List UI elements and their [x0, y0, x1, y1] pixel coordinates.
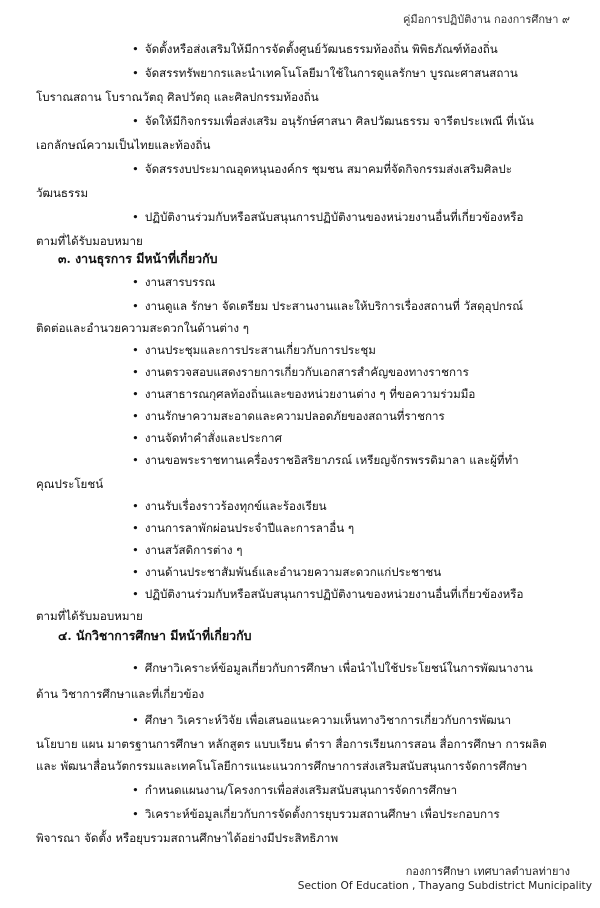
- list-item-continuation: โบราณสถาน โบราณวัตถุ ศิลปวัตถุ และศิลปกรรมท้องถิ่น: [36, 90, 319, 104]
- list-item: • งานสารบรรณ: [132, 273, 215, 291]
- section-heading-admin: ๓. งานธุรการ มีหน้าที่เกี่ยวกับ: [58, 251, 218, 266]
- list-item-continuation: วัฒนธรรม: [36, 186, 89, 200]
- list-item: • งานประชุมและการประสานเกี่ยวกับการประชุม: [132, 341, 376, 359]
- list-item: • งานด้านประชาสัมพันธ์และอำนวยความสะดวกแก่ประชาชน: [132, 563, 441, 581]
- list-item: • งานดูแล รักษา จัดเตรียม ประสานงานและให้บริการเรื่องสถานที่ วัสดุอุปกรณ์: [132, 297, 523, 315]
- list-item-continuation: เอกลักษณ์ความเป็นไทยและท้องถิ่น: [36, 138, 211, 152]
- list-item-continuation: ด้าน วิชาการศึกษาและที่เกี่ยวข้อง: [36, 687, 205, 701]
- list-item-continuation: นโยบาย แผน มาตรฐานการศึกษา หลักสูตร แบบเรียน ตำรา สื่อการเรียนการสอน สื่อการศึกษา การผลิต: [36, 737, 547, 751]
- page-header: คู่มือการปฏิบัติงาน กองการศึกษา ๙: [402, 13, 570, 26]
- footer-thai: กองการศึกษา เทศบาลตำบลท่ายาง: [405, 865, 570, 878]
- list-item: • งานตรวจสอบแสดงรายการเกี่ยวกับเอกสารสำคัญของทางราชการ: [132, 363, 469, 381]
- list-item-continuation: ติดต่อและอำนวยความสะดวกในด้านต่าง ๆ: [36, 321, 250, 335]
- list-item-continuation: คุณประโยชน์: [36, 477, 104, 491]
- list-item: • จัดสรรงบประมาณอุดหนุนองค์กร ชุมชน สมาคมที่จัดกิจกรรมส่งเสริมศิลปะ: [132, 160, 512, 178]
- list-item: • งานรับเรื่องราวร้องทุกข์และร้องเรียน: [132, 497, 327, 515]
- footer-english: Section Of Education , Thayang Subdistrict Municipality: [297, 880, 592, 892]
- list-item: • งานสาธารณกุศลท้องถิ่นและของหน่วยงานต่าง ๆ ที่ขอความร่วมมือ: [132, 385, 475, 403]
- list-item: • วิเคราะห์ข้อมูลเกี่ยวกับการจัดตั้งการยุบรวมสถานศึกษา เพื่อประกอบการ: [132, 805, 500, 823]
- list-item: • งานสวัสดิการต่าง ๆ: [132, 541, 243, 559]
- list-item: • จัดตั้งหรือส่งเสริมให้มีการจัดตั้งศูนย์วัฒนธรรมท้องถิ่น พิพิธภัณฑ์ท้องถิ่น: [132, 40, 498, 58]
- list-item: • งานรักษาความสะอาดและความปลอดภัยของสถานที่ราชการ: [132, 407, 445, 425]
- list-item: • จัดสรรทรัพยากรและนำเทคโนโลยีมาใช้ในการดูแลรักษา บูรณะศาสนสถาน: [132, 64, 518, 82]
- list-item: • งานจัดทำคำสั่งและประกาศ: [132, 429, 282, 447]
- list-item: • จัดให้มีกิจกรรมเพื่อส่งเสริม อนุรักษ์ศาสนา ศิลปวัฒนธรรม จารีตประเพณี ที่เน้น: [132, 112, 534, 130]
- list-item: • งานการลาพักผ่อนประจำปีและการลาอื่น ๆ: [132, 519, 354, 537]
- list-item-continuation: พิจารณา จัดตั้ง หรือยุบรวมสถานศึกษาได้อย่างมีประสิทธิภาพ: [36, 831, 339, 845]
- list-item: • ศึกษาวิเคราะห์ข้อมูลเกี่ยวกับการศึกษา เพื่อนำไปใช้ประโยชน์ในการพัฒนางาน: [132, 659, 533, 677]
- list-item: • ศึกษา วิเคราะห์วิจัย เพื่อเสนอแนะความเห็นทางวิชาการเกี่ยวกับการพัฒนา: [132, 711, 511, 729]
- list-item: • งานขอพระราชทานเครื่องราชอิสริยาภรณ์ เหรียญจักรพรรดิมาลา และผู้ที่ทำ: [132, 451, 519, 469]
- list-item: • ปฏิบัติงานร่วมกับหรือสนับสนุนการปฏิบัติงานของหน่วยงานอื่นที่เกี่ยวข้องหรือ: [132, 208, 523, 226]
- list-item-continuation: และ พัฒนาสื่อนวัตกรรมและเทคโนโลยีการแนะแนวการศึกษาการส่งเสริมสนับสนุนการจัดการศึกษา: [36, 759, 528, 773]
- list-item: • กำหนดแผนงาน/โครงการเพื่อส่งเสริมสนับสนุนการจัดการศึกษา: [132, 781, 457, 799]
- list-item-continuation: ตามที่ได้รับมอบหมาย: [36, 234, 143, 248]
- list-item-continuation: ตามที่ได้รับมอบหมาย: [36, 609, 143, 623]
- list-item: • ปฏิบัติงานร่วมกับหรือสนับสนุนการปฏิบัติงานของหน่วยงานอื่นที่เกี่ยวข้องหรือ: [132, 585, 523, 603]
- section-heading-education-officer: ๔. นักวิชาการศึกษา มีหน้าที่เกี่ยวกับ: [58, 628, 252, 643]
